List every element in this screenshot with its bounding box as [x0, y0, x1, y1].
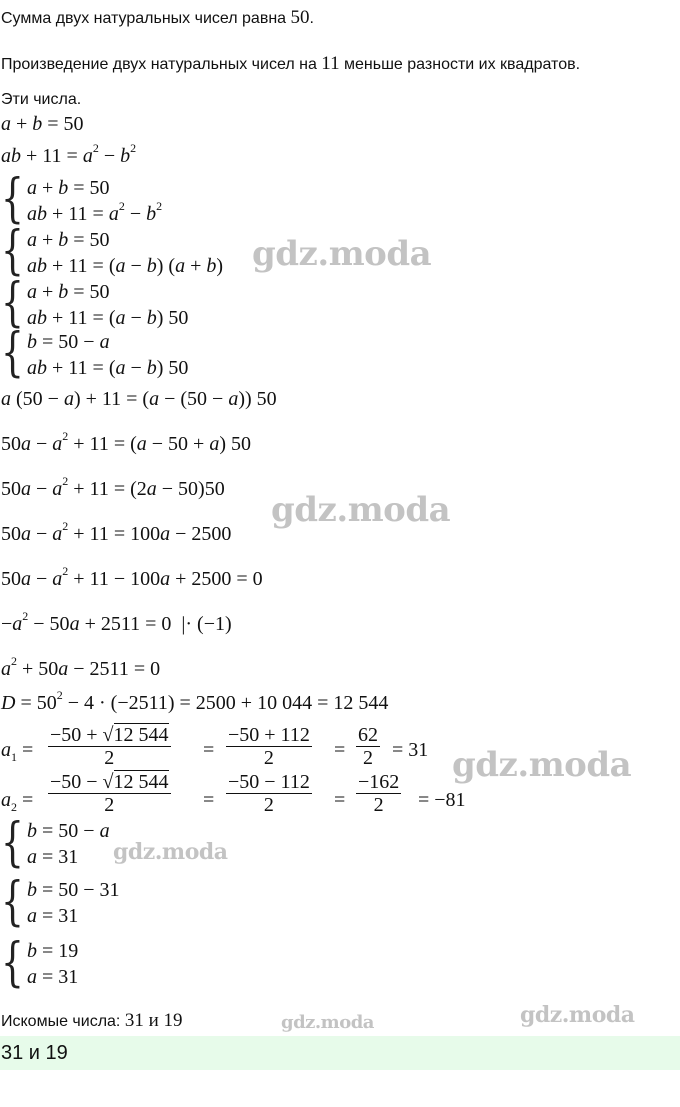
watermark-logo: gdz.moda — [452, 745, 632, 785]
problem-number: 50 — [290, 7, 310, 28]
equation: a + b = 50 — [27, 281, 110, 303]
equation: $50a - a^2 + 11 = (2a - 50)50$ — [1, 474, 225, 500]
fraction: $\frac{-50 - 112}{2}$ — [228, 771, 310, 816]
equation: $a^2 + 50a - 2511 = 0$ — [1, 654, 161, 680]
problem-number: 11 — [321, 53, 340, 74]
fraction: $\frac{-162}{2}$ — [358, 771, 400, 816]
equation: b = 50 − a — [27, 331, 110, 353]
equation: = — [203, 739, 215, 761]
equation: = — [203, 789, 215, 811]
problem-text: Сумма двух натуральных чисел равна — [1, 10, 291, 27]
system-brace: { — [1, 273, 24, 334]
fraction: $\frac{-50 - √12 544}{2}$ — [50, 771, 169, 816]
problem-text: . — [309, 10, 314, 27]
equation: $a_2$ = — [1, 789, 34, 814]
equation: $50a - a^2 + 11 = (a - 50 + a)$ 50 — [1, 429, 251, 455]
system-brace: { — [1, 221, 24, 282]
problem-text: меньше разности их квадратов. — [339, 56, 581, 73]
equation: = — [334, 739, 346, 761]
equation: ab + $11 = a^2 - b^2$ — [1, 141, 137, 167]
equation: a + b = 50 — [27, 229, 110, 251]
equation: = 31 — [392, 739, 429, 761]
watermark-logo: gdz.moda — [520, 1002, 635, 1028]
system-brace: { — [1, 169, 24, 230]
watermark-logo: gdz.moda — [271, 490, 451, 530]
watermark-logo: gdz.moda — [252, 234, 432, 274]
equation: $a_1$ = — [1, 739, 34, 764]
equation: a = 31 — [27, 905, 79, 927]
equation: b = 19 — [27, 940, 79, 962]
equation: ab + 11 = (a − b) (a + b) — [27, 255, 224, 277]
equation: a (50 − a) + 11 = (a − (50 − a)) 50 — [1, 388, 277, 410]
answer-values: 31 и 19 — [124, 1010, 183, 1031]
problem-line-3: Эти числа. — [1, 91, 82, 108]
fraction: $\frac{62}{2}$ — [358, 724, 378, 769]
fraction: $\frac{-50 + 112}{2}$ — [228, 724, 310, 769]
equation: $-a^2 - 50a + 2511 = 0$ |· (−1) — [1, 609, 232, 635]
fraction: $\frac{-50 + √12 544}{2}$ — [50, 724, 169, 769]
system-brace: { — [1, 872, 24, 933]
equation: = −81 — [418, 789, 466, 811]
system-brace: { — [1, 933, 24, 994]
answer-box — [0, 1036, 680, 1070]
system-brace: { — [1, 813, 24, 874]
equation: a + b = 50 — [27, 177, 110, 199]
problem-line-1 — [1, 8, 314, 28]
equation: ab + 11 = (a − b) 50 — [27, 357, 189, 379]
equation: ab + 11 = (a − b) 50 — [27, 307, 189, 329]
equation: a + b = 50 — [1, 113, 84, 135]
watermark-logo: gdz.moda — [281, 1012, 374, 1033]
equation: a = 31 — [27, 966, 79, 988]
equation: $50a - a^2 + 11 = 100a - 2500$ — [1, 519, 232, 545]
equation: b = 50 − a — [27, 820, 110, 842]
equation: b = 50 − 31 — [27, 879, 120, 901]
problem-line-2 — [1, 54, 580, 74]
answer-box-text: 31 и 19 — [1, 1042, 68, 1064]
answer-line — [1, 1010, 183, 1032]
equation: $50a - a^2 + 11 - 100a + 2500 = 0$ — [1, 564, 263, 590]
answer-label: Искомые числа: — [1, 1013, 125, 1030]
equation: $D = 50^2 - 4 \cdot (-2511) = 2500 + 10$ 044 = 12 544 — [1, 688, 389, 714]
equation: a = 31 — [27, 846, 79, 868]
watermark-logo: gdz.moda — [113, 839, 228, 865]
equation: = — [334, 789, 346, 811]
system-brace: { — [1, 323, 24, 384]
equation: ab + $11 = a^2 - b^2$ — [27, 199, 163, 225]
problem-text: Произведение двух натуральных чисел на — [1, 56, 322, 73]
